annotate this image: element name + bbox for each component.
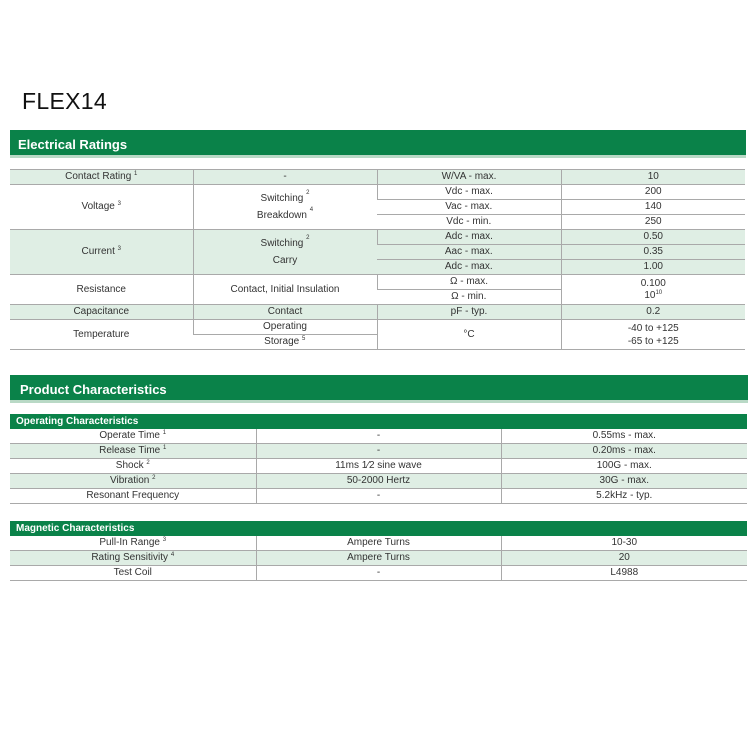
table-row bbox=[10, 170, 745, 185]
table-row bbox=[10, 320, 745, 335]
operate-time-condition: - bbox=[256, 429, 501, 444]
capacitance-value: 0.2 bbox=[561, 305, 745, 320]
product-characteristics-header: Product Characteristics bbox=[10, 375, 748, 403]
magnetic-characteristics-header: Magnetic Characteristics bbox=[10, 521, 747, 536]
release-time-condition: - bbox=[256, 444, 501, 459]
capacitance-condition: Contact bbox=[193, 305, 377, 320]
resistance-value: 0.100 $10^{10}$ bbox=[561, 275, 745, 305]
current-value: 1.00 bbox=[561, 260, 745, 275]
table-row bbox=[10, 489, 747, 504]
current-value: 0.35 bbox=[561, 245, 745, 260]
resistance-unit: Ω - min. bbox=[377, 290, 561, 305]
temperature-condition: Storage $^5$ bbox=[193, 335, 377, 350]
current-value: 0.50 bbox=[561, 230, 745, 245]
voltage-condition: Switching $^2$ Breakdown $^4$ bbox=[193, 185, 377, 230]
rating-sensitivity-value: 20 bbox=[501, 551, 747, 566]
voltage-value: 250 bbox=[561, 215, 745, 230]
rating-sensitivity-label: Rating Sensitivity $^4$ bbox=[10, 551, 256, 566]
table-row bbox=[10, 566, 747, 581]
test-coil-condition: - bbox=[256, 566, 501, 581]
shock-condition: 11ms 1⁄2 sine wave bbox=[256, 459, 501, 474]
page-title: FLEX14 bbox=[22, 88, 107, 114]
temperature-value: -40 to +125 -65 to +125 bbox=[561, 320, 745, 350]
vibration-label: Vibration $^2$ bbox=[10, 474, 256, 489]
pull-in-range-condition: Ampere Turns bbox=[256, 536, 501, 551]
voltage-label: Voltage $^3$ bbox=[10, 185, 193, 230]
magnetic-characteristics-table bbox=[10, 536, 747, 581]
current-condition: Switching $^2$ Carry bbox=[193, 230, 377, 275]
operating-characteristics-table bbox=[10, 429, 747, 504]
voltage-unit: Vac - max. bbox=[377, 200, 561, 215]
current-unit: Adc - max. bbox=[377, 230, 561, 245]
electrical-ratings-header: Electrical Ratings bbox=[10, 130, 746, 158]
operating-characteristics-header: Operating Characteristics bbox=[10, 414, 747, 429]
table-row bbox=[10, 459, 747, 474]
operate-time-label: Operate Time $^1$ bbox=[10, 429, 256, 444]
voltage-unit: Vdc - min. bbox=[377, 215, 561, 230]
table-row bbox=[10, 474, 747, 489]
temperature-unit: °C bbox=[377, 320, 561, 350]
contact-rating-unit: W/VA - max. bbox=[377, 170, 561, 185]
contact-rating-condition: - bbox=[193, 170, 377, 185]
resistance-condition: Contact, Initial Insulation bbox=[193, 275, 377, 305]
test-coil-value: L4988 bbox=[501, 566, 747, 581]
test-coil-label: Test Coil bbox=[10, 566, 256, 581]
resonant-frequency-condition: - bbox=[256, 489, 501, 504]
table-row bbox=[10, 185, 745, 200]
pull-in-range-label: Pull-In Range $^3$ bbox=[10, 536, 256, 551]
voltage-value: 140 bbox=[561, 200, 745, 215]
voltage-value: 200 bbox=[561, 185, 745, 200]
vibration-value: 30G - max. bbox=[501, 474, 747, 489]
vibration-condition: 50-2000 Hertz bbox=[256, 474, 501, 489]
voltage-unit: Vdc - max. bbox=[377, 185, 561, 200]
contact-rating-value: 10 bbox=[561, 170, 745, 185]
electrical-ratings-table bbox=[10, 169, 745, 350]
current-unit: Adc - max. bbox=[377, 260, 561, 275]
capacitance-unit: pF - typ. bbox=[377, 305, 561, 320]
resonant-frequency-value: 5.2kHz - typ. bbox=[501, 489, 747, 504]
table-row bbox=[10, 536, 747, 551]
capacitance-label: Capacitance bbox=[10, 305, 193, 320]
current-label: Current $^3$ bbox=[10, 230, 193, 275]
operate-time-value: 0.55ms - max. bbox=[501, 429, 747, 444]
table-row bbox=[10, 305, 745, 320]
current-unit: Aac - max. bbox=[377, 245, 561, 260]
release-time-label: Release Time $^1$ bbox=[10, 444, 256, 459]
contact-rating-label: Contact Rating $^1$ bbox=[10, 170, 193, 185]
temperature-label: Temperature bbox=[10, 320, 193, 350]
resonant-frequency-label: Resonant Frequency bbox=[10, 489, 256, 504]
pull-in-range-value: 10-30 bbox=[501, 536, 747, 551]
rating-sensitivity-condition: Ampere Turns bbox=[256, 551, 501, 566]
resistance-unit: Ω - max. bbox=[377, 275, 561, 290]
table-row bbox=[10, 444, 747, 459]
shock-label: Shock $^2$ bbox=[10, 459, 256, 474]
table-row bbox=[10, 275, 745, 290]
table-row bbox=[10, 429, 747, 444]
release-time-value: 0.20ms - max. bbox=[501, 444, 747, 459]
resistance-label: Resistance bbox=[10, 275, 193, 305]
table-row bbox=[10, 230, 745, 245]
shock-value: 100G - max. bbox=[501, 459, 747, 474]
table-row bbox=[10, 551, 747, 566]
temperature-condition: Operating bbox=[193, 320, 377, 335]
